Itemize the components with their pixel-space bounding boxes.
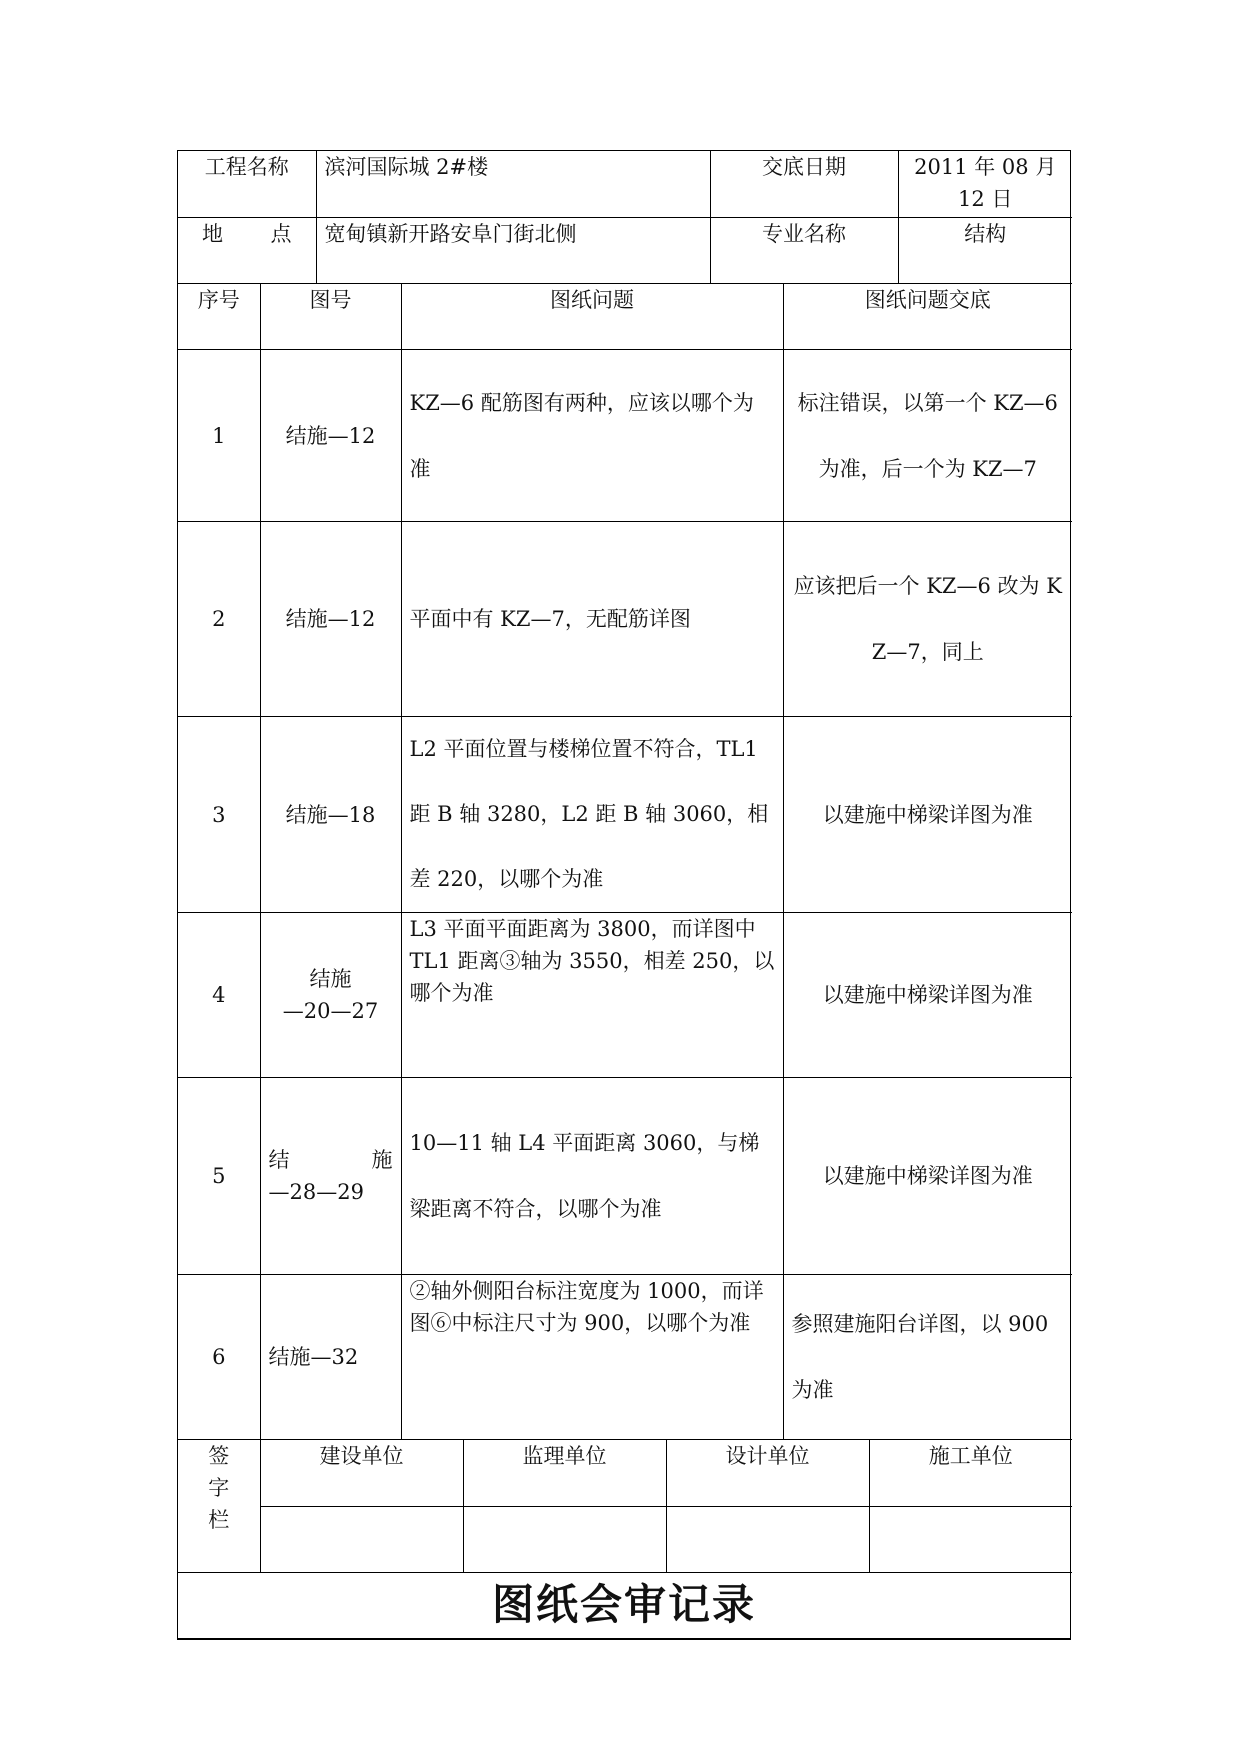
title-table	[178, 1573, 1070, 1640]
location-label-char-2: 点	[270, 221, 292, 246]
row-problem: ②轴外侧阳台标注宽度为 1000，而详图⑥中标注尺寸为 900，以哪个为准	[401, 1275, 783, 1440]
specialty-value: 结构	[898, 217, 1072, 283]
row-seq: 1	[178, 350, 260, 522]
drawing-char-1: 结	[268, 1148, 290, 1172]
table-row	[178, 350, 1072, 522]
row-seq: 5	[178, 1078, 260, 1275]
handover-date-label: 交底日期	[710, 151, 898, 217]
row-answer: 参照建施阳台详图，以 900 为准	[783, 1275, 1072, 1440]
project-name-value: 滨河国际城 2#楼	[316, 151, 710, 217]
col-answer: 图纸问题交底	[783, 284, 1072, 350]
drawing-line-2: —20—27	[282, 999, 379, 1023]
row-seq: 4	[178, 913, 260, 1078]
location-label	[178, 217, 316, 283]
problems-table	[178, 284, 1072, 1441]
col-problem: 图纸问题	[401, 284, 783, 350]
drawing-char-2: 施	[371, 1148, 393, 1172]
table-row	[178, 913, 1072, 1078]
review-record-form	[177, 150, 1071, 1640]
location-value: 宽甸镇新开路安阜门街北侧	[316, 217, 710, 283]
date-line-1: 2011 年 08 月	[914, 155, 1057, 179]
drawing-line-2: —28—29	[268, 1180, 364, 1204]
row-answer: 以建施中梯梁详图为准	[783, 717, 1072, 913]
table-row	[178, 1078, 1072, 1275]
row-answer: 以建施中梯梁详图为准	[783, 913, 1072, 1078]
unit-designer: 设计单位	[666, 1440, 869, 1506]
row-drawing: 结施—18	[260, 717, 401, 913]
unit-contractor: 施工单位	[869, 1440, 1072, 1506]
row-seq: 3	[178, 717, 260, 913]
row-seq: 6	[178, 1275, 260, 1440]
specialty-label: 专业名称	[710, 217, 898, 283]
row-drawing	[260, 1078, 401, 1275]
signature-label	[178, 1440, 260, 1572]
row-seq: 2	[178, 522, 260, 717]
row-answer: 以建施中梯梁详图为准	[783, 1078, 1072, 1275]
unit-supervisor: 监理单位	[463, 1440, 666, 1506]
signature-field-owner[interactable]	[260, 1506, 463, 1572]
table-row	[178, 717, 1072, 913]
handover-date-value	[898, 151, 1072, 217]
signature-label-char-3: 栏	[208, 1508, 230, 1532]
column-header-row	[178, 284, 1072, 350]
header-table	[178, 151, 1072, 284]
signature-field-contractor[interactable]	[869, 1506, 1072, 1572]
row-drawing: 结施—12	[260, 350, 401, 522]
row-problem: 平面中有 KZ—7，无配筋详图	[401, 522, 783, 717]
date-line-2: 12 日	[958, 187, 1013, 211]
table-row	[178, 1275, 1072, 1440]
row-drawing	[260, 913, 401, 1078]
signature-table	[178, 1440, 1072, 1573]
row-problem: L3 平面平面距离为 3800，而详图中 TL1 距离③轴为 3550，相差 250，以哪个为准	[401, 913, 783, 1078]
location-label-char-1: 地	[202, 221, 223, 246]
row-problem: KZ—6 配筋图有两种，应该以哪个为准	[401, 350, 783, 522]
unit-owner: 建设单位	[260, 1440, 463, 1506]
row-answer: 应该把后一个 KZ—6 改为 KZ—7，同上	[783, 522, 1072, 717]
row-drawing: 结施—12	[260, 522, 401, 717]
col-drawing-no: 图号	[260, 284, 401, 350]
table-row	[178, 522, 1072, 717]
row-problem: 10—11 轴 L4 平面距离 3060，与梯梁距离不符合，以哪个为准	[401, 1078, 783, 1275]
signature-field-designer[interactable]	[666, 1506, 869, 1572]
signature-label-char-2: 字	[208, 1476, 230, 1500]
drawing-line-1: 结施	[309, 967, 352, 991]
row-problem: L2 平面位置与楼梯位置不符合，TL1 距 B 轴 3280，L2 距 B 轴 3060，相差 220，以哪个为准	[401, 717, 783, 913]
row-answer: 标注错误，以第一个 KZ—6 为准，后一个为 KZ—7	[783, 350, 1072, 522]
col-seq: 序号	[178, 284, 260, 350]
signature-label-char-1: 签	[208, 1444, 230, 1468]
document-title: 图纸会审记录	[178, 1573, 1070, 1639]
project-name-label: 工程名称	[178, 151, 316, 217]
signature-field-supervisor[interactable]	[463, 1506, 666, 1572]
row-drawing: 结施—32	[260, 1275, 401, 1440]
